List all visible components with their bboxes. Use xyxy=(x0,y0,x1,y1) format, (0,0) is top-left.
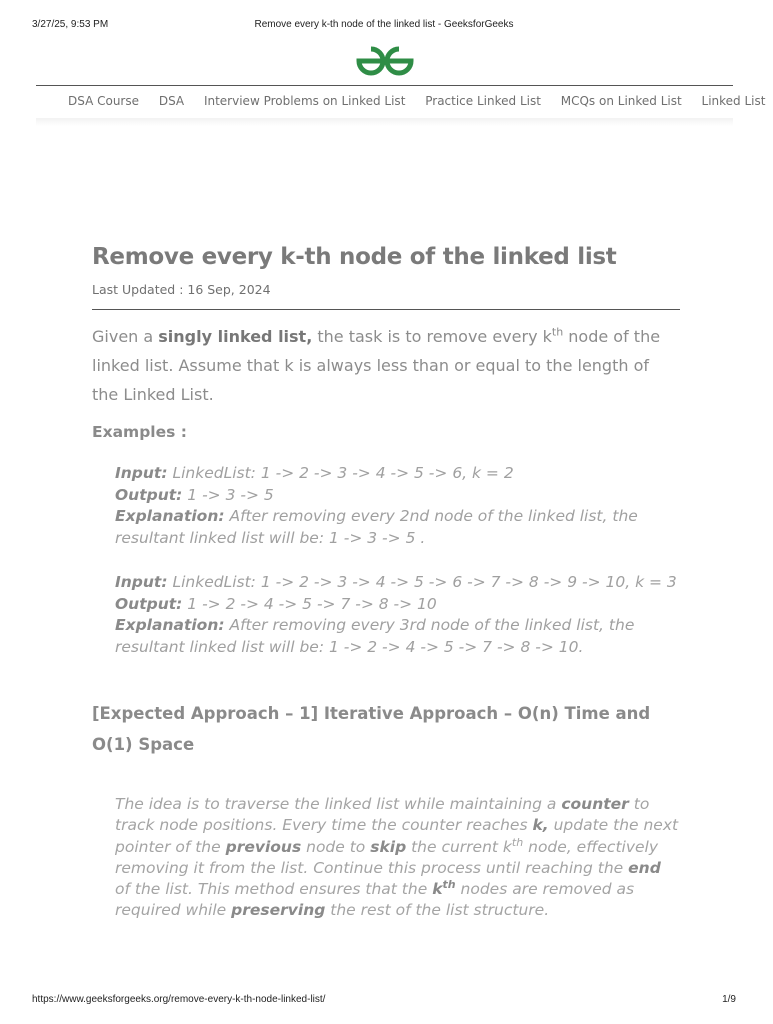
gfg-logo-icon[interactable] xyxy=(355,44,415,78)
example-block xyxy=(115,463,680,549)
input-value: LinkedList: 1 -> 2 -> 3 -> 4 -> 5 -> 6 -> 7 -> 8 -> 9 -> 10, k = 3 xyxy=(167,573,677,591)
nav-item-dsa[interactable]: DSA xyxy=(158,94,185,108)
approach-idea xyxy=(115,794,680,922)
print-footer xyxy=(32,994,736,1008)
output-label: Output: xyxy=(115,594,183,613)
idea-bold: previous xyxy=(225,837,302,856)
output-value: 1 -> 2 -> 4 -> 5 -> 7 -> 8 -> 10 xyxy=(182,594,437,613)
explanation-label: Explanation: xyxy=(115,507,225,525)
print-url: https://www.geeksforgeeks.org/remove-every-k-th-node-linked-list/ xyxy=(32,994,326,1005)
approach-heading: [Expected Approach – 1] Iterative Approach – O(n) Time and O(1) Space xyxy=(92,704,651,754)
idea-text: the current k xyxy=(406,837,512,856)
nav-item-interview-problems[interactable]: Interview Problems on Linked List xyxy=(203,94,406,108)
top-nav xyxy=(60,94,766,112)
idea-bold: end xyxy=(628,858,661,877)
idea-bold: k xyxy=(432,880,443,899)
idea-sup: th xyxy=(442,878,456,892)
idea-text: to track node positions. Every time the counter reaches xyxy=(115,795,650,835)
header-divider xyxy=(36,85,733,86)
idea-sup: th xyxy=(511,835,524,849)
idea-bold: counter xyxy=(561,795,629,813)
output-value: 1 -> 3 -> 5 xyxy=(182,485,274,504)
idea-text: node, effectively removing it from the list. Continue this process until reaching the xyxy=(115,837,659,877)
output-label: Output: xyxy=(115,485,183,504)
idea-text: nodes are removed as required while xyxy=(115,880,635,920)
nav-item-dsa-course[interactable]: DSA Course xyxy=(68,94,139,108)
last-updated: Last Updated : 16 Sep, 2024 xyxy=(92,282,271,297)
idea-text: The idea is to traverse the linked list while maintaining a xyxy=(115,795,562,813)
nav-shadow xyxy=(36,118,733,126)
print-datetime: 3/27/25, 9:53 PM xyxy=(32,19,109,30)
idea-text: node to xyxy=(301,837,371,856)
title-divider xyxy=(92,309,680,310)
idea-bold: k, xyxy=(532,816,549,835)
article xyxy=(92,240,680,922)
print-page-number: 1/9 xyxy=(722,994,736,1005)
explanation-text: After removing every 3rd node of the linked list, the resultant linked list will be: 1 -> 2 -> 4 -> 5 -> 7 -> 8 -> 10. xyxy=(115,616,635,656)
idea-text: update the next pointer of the xyxy=(115,816,679,856)
input-label: Input: xyxy=(115,464,168,482)
print-page-title: Remove every k-th node of the linked list - GeeksforGeeks xyxy=(254,19,514,30)
explanation-label: Explanation: xyxy=(115,616,225,634)
explanation-text: After removing every 2nd node of the linked list, the resultant linked list will be: 1 -> 3 -> 5 . xyxy=(115,507,638,547)
nav-item-linked-list[interactable]: Linked List xyxy=(701,94,766,108)
input-value: LinkedList: 1 -> 2 -> 3 -> 4 -> 5 -> 6, k = 2 xyxy=(167,464,514,482)
page-title: Remove every k-th node of the linked list xyxy=(92,244,617,270)
intro-bold: singly linked list, xyxy=(158,327,313,346)
intro-paragraph xyxy=(92,322,680,409)
nav-item-practice-linked-list[interactable]: Practice Linked List xyxy=(425,94,541,108)
nav-item-mcqs-linked-list[interactable]: MCQs on Linked List xyxy=(560,94,682,108)
input-label: Input: xyxy=(115,573,168,591)
intro-sup: th xyxy=(551,325,564,339)
idea-bold: preserving xyxy=(231,901,326,920)
example-block xyxy=(115,572,680,658)
print-header xyxy=(32,19,736,33)
idea-bold: skip xyxy=(370,837,407,856)
examples-label: Examples : xyxy=(92,423,187,441)
idea-text: of the list. This method ensures that the xyxy=(115,880,433,899)
intro-text: node of the linked list. Assume that k is always less than or equal to the length of the Linked List. xyxy=(92,327,661,404)
intro-text: the task is to remove every k xyxy=(312,327,552,346)
intro-text: Given a xyxy=(92,327,159,346)
idea-text: the rest of the list structure. xyxy=(325,901,550,920)
